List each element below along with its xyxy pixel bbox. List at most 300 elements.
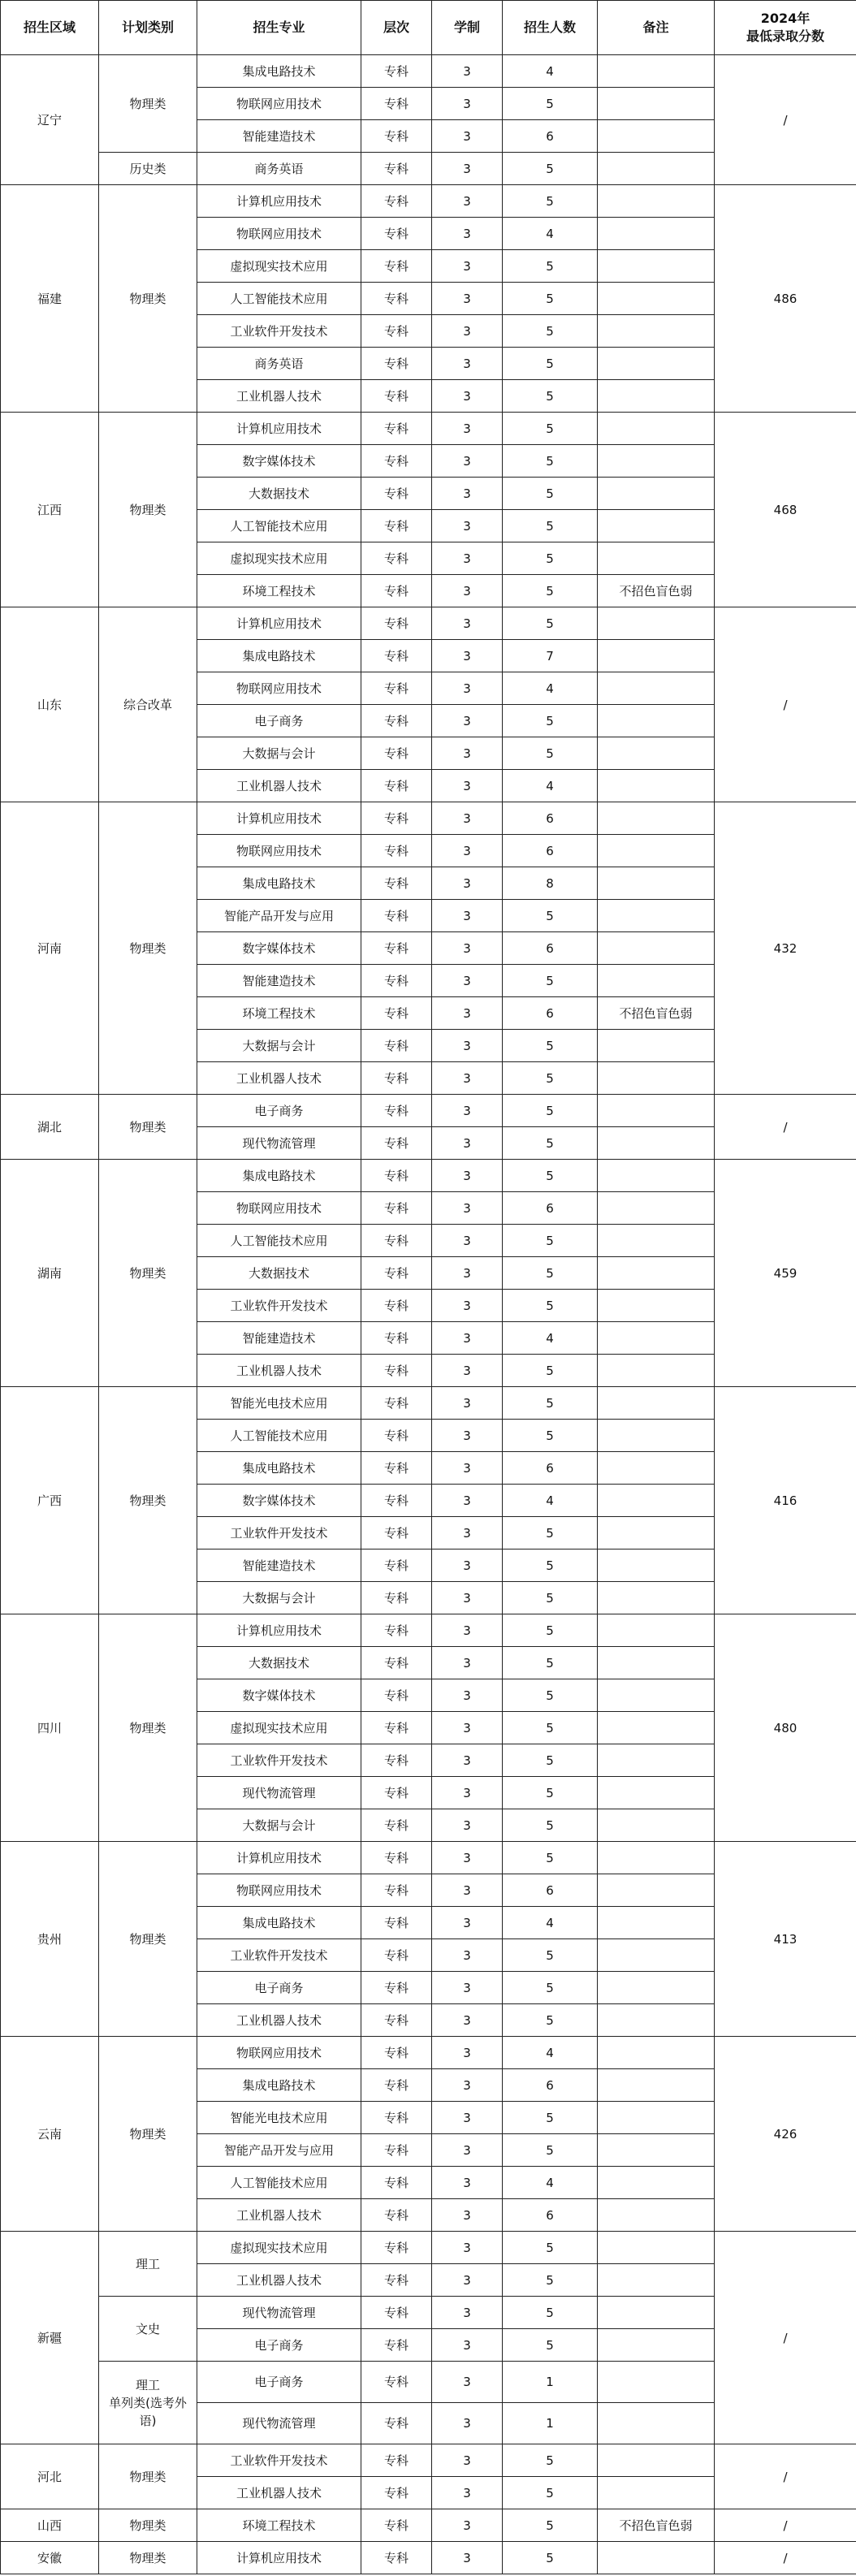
years-cell: 3 [432,478,503,510]
years-cell: 3 [432,2232,503,2264]
count-cell: 4 [503,1485,598,1517]
major-cell: 工业软件开发技术 [197,1744,361,1777]
level-cell: 专科 [361,348,432,380]
level-cell: 专科 [361,380,432,413]
years-cell: 3 [432,900,503,932]
level-cell: 专科 [361,932,432,965]
count-cell: 5 [503,1517,598,1549]
note-cell [598,1549,715,1582]
table-row [1,2037,856,2069]
years-cell: 3 [432,283,503,315]
category-cell: 物理类 [99,2509,197,2542]
years-cell: 3 [432,1679,503,1712]
count-cell: 6 [503,1874,598,1907]
region-cell: 四川 [1,1614,99,1842]
major-cell: 虚拟现实技术应用 [197,542,361,575]
count-cell: 6 [503,932,598,965]
major-cell: 商务英语 [197,348,361,380]
level-cell: 专科 [361,1095,432,1127]
table-row [1,2444,856,2477]
count-cell: 5 [503,153,598,185]
level-cell: 专科 [361,120,432,153]
years-cell: 3 [432,1939,503,1972]
table-row [1,1095,856,1127]
years-cell: 3 [432,2403,503,2444]
header-count: 招生人数 [503,1,598,55]
level-cell: 专科 [361,2134,432,2167]
note-cell [598,1225,715,1257]
count-cell: 5 [503,510,598,542]
years-cell: 3 [432,2297,503,2329]
count-cell: 6 [503,835,598,867]
level-cell: 专科 [361,2069,432,2102]
years-cell: 3 [432,1972,503,2004]
level-cell: 专科 [361,705,432,737]
note-cell [598,1939,715,1972]
major-cell: 集成电路技术 [197,55,361,88]
level-cell: 专科 [361,1062,432,1095]
category-cell: 物理类 [99,2542,197,2574]
count-cell: 5 [503,2542,598,2574]
note-cell [598,153,715,185]
level-cell: 专科 [361,413,432,445]
major-cell: 物联网应用技术 [197,1874,361,1907]
count-cell: 5 [503,900,598,932]
years-cell: 3 [432,1030,503,1062]
years-cell: 3 [432,1420,503,1452]
note-cell [598,348,715,380]
level-cell: 专科 [361,2477,432,2509]
note-cell [598,2004,715,2037]
note-cell [598,1290,715,1322]
count-cell: 6 [503,1192,598,1225]
years-cell: 3 [432,2134,503,2167]
major-cell: 集成电路技术 [197,2069,361,2102]
level-cell: 专科 [361,1647,432,1679]
level-cell: 专科 [361,1485,432,1517]
level-cell: 专科 [361,2542,432,2574]
major-cell: 集成电路技术 [197,1160,361,1192]
region-cell: 河南 [1,802,99,1095]
note-cell [598,2264,715,2297]
years-cell: 3 [432,835,503,867]
region-cell: 新疆 [1,2232,99,2444]
note-cell [598,1712,715,1744]
category-cell: 物理类 [99,55,197,153]
level-cell: 专科 [361,835,432,867]
note-cell [598,2403,715,2444]
years-cell: 3 [432,1517,503,1549]
level-cell: 专科 [361,283,432,315]
major-cell: 电子商务 [197,1972,361,2004]
note-cell [598,120,715,153]
count-cell: 6 [503,1452,598,1485]
count-cell: 5 [503,1062,598,1095]
count-cell: 5 [503,1420,598,1452]
level-cell: 专科 [361,1355,432,1387]
years-cell: 3 [432,413,503,445]
count-cell: 4 [503,2037,598,2069]
note-cell [598,1030,715,1062]
years-cell: 3 [432,445,503,478]
years-cell: 3 [432,607,503,640]
major-cell: 环境工程技术 [197,2509,361,2542]
region-cell: 广西 [1,1387,99,1614]
level-cell: 专科 [361,1549,432,1582]
major-cell: 现代物流管理 [197,2403,361,2444]
min-score-cell: 432 [715,802,856,1095]
major-cell: 智能产品开发与应用 [197,2134,361,2167]
years-cell: 3 [432,1485,503,1517]
major-cell: 工业软件开发技术 [197,315,361,348]
note-cell [598,250,715,283]
count-cell: 4 [503,55,598,88]
note-cell [598,705,715,737]
major-cell: 数字媒体技术 [197,445,361,478]
level-cell: 专科 [361,1744,432,1777]
level-cell: 专科 [361,1842,432,1874]
years-cell: 3 [432,867,503,900]
table-row [1,1842,856,1874]
level-cell: 专科 [361,445,432,478]
count-cell: 5 [503,2329,598,2362]
count-cell: 5 [503,1647,598,1679]
table-row [1,1160,856,1192]
level-cell: 专科 [361,1257,432,1290]
category-cell: 物理类 [99,2037,197,2232]
years-cell: 3 [432,770,503,802]
level-cell: 专科 [361,2037,432,2069]
note-cell [598,380,715,413]
level-cell: 专科 [361,1777,432,1809]
region-cell: 辽宁 [1,55,99,185]
count-cell: 5 [503,2232,598,2264]
note-cell [598,2297,715,2329]
major-cell: 智能建造技术 [197,120,361,153]
table-header [1,1,856,55]
level-cell: 专科 [361,478,432,510]
min-score-cell: / [715,2509,856,2542]
level-cell: 专科 [361,218,432,250]
count-cell: 5 [503,1582,598,1614]
count-cell: 5 [503,1809,598,1842]
table-row [1,185,856,218]
years-cell: 3 [432,2004,503,2037]
header-level: 层次 [361,1,432,55]
count-cell: 5 [503,1160,598,1192]
years-cell: 3 [432,1712,503,1744]
count-cell: 5 [503,1614,598,1647]
count-cell: 5 [503,445,598,478]
category-cell: 物理类 [99,1387,197,1614]
level-cell: 专科 [361,1809,432,1842]
major-cell: 人工智能技术应用 [197,1225,361,1257]
level-cell: 专科 [361,2403,432,2444]
level-cell: 专科 [361,1907,432,1939]
major-cell: 物联网应用技术 [197,1192,361,1225]
level-cell: 专科 [361,2199,432,2232]
years-cell: 3 [432,2477,503,2509]
count-cell: 4 [503,770,598,802]
category-cell: 物理类 [99,1160,197,1387]
note-cell [598,55,715,88]
level-cell: 专科 [361,1127,432,1160]
major-cell: 集成电路技术 [197,1907,361,1939]
note-cell [598,542,715,575]
years-cell: 3 [432,1907,503,1939]
count-cell: 5 [503,1744,598,1777]
years-cell: 3 [432,1809,503,1842]
count-cell: 5 [503,1355,598,1387]
count-cell: 4 [503,1322,598,1355]
years-cell: 3 [432,2167,503,2199]
header-years: 学制 [432,1,503,55]
count-cell: 5 [503,1549,598,1582]
major-cell: 电子商务 [197,2362,361,2403]
level-cell: 专科 [361,802,432,835]
major-cell: 数字媒体技术 [197,1485,361,1517]
years-cell: 3 [432,510,503,542]
years-cell: 3 [432,348,503,380]
major-cell: 智能光电技术应用 [197,1387,361,1420]
major-cell: 工业机器人技术 [197,2264,361,2297]
region-cell: 湖北 [1,1095,99,1160]
table-row [1,55,856,88]
major-cell: 虚拟现实技术应用 [197,2232,361,2264]
level-cell: 专科 [361,1874,432,1907]
count-cell: 5 [503,1225,598,1257]
level-cell: 专科 [361,2297,432,2329]
note-cell [598,315,715,348]
years-cell: 3 [432,802,503,835]
major-cell: 工业机器人技术 [197,2199,361,2232]
count-cell: 5 [503,413,598,445]
major-cell: 集成电路技术 [197,640,361,672]
category-cell: 物理类 [99,413,197,607]
major-cell: 大数据与会计 [197,1809,361,1842]
major-cell: 现代物流管理 [197,2297,361,2329]
years-cell: 3 [432,2199,503,2232]
major-cell: 智能建造技术 [197,1549,361,1582]
years-cell: 3 [432,1355,503,1387]
level-cell: 专科 [361,510,432,542]
count-cell: 5 [503,1842,598,1874]
major-cell: 计算机应用技术 [197,1842,361,1874]
years-cell: 3 [432,1647,503,1679]
note-cell: 不招色盲色弱 [598,997,715,1030]
note-cell [598,1485,715,1517]
years-cell: 3 [432,1192,503,1225]
level-cell: 专科 [361,965,432,997]
note-cell [598,1744,715,1777]
count-cell: 7 [503,640,598,672]
major-cell: 人工智能技术应用 [197,1420,361,1452]
table-row [1,1614,856,1647]
count-cell: 5 [503,1939,598,1972]
count-cell: 5 [503,1712,598,1744]
note-cell [598,1582,715,1614]
years-cell: 3 [432,380,503,413]
major-cell: 计算机应用技术 [197,1614,361,1647]
major-cell: 人工智能技术应用 [197,2167,361,2199]
major-cell: 人工智能技术应用 [197,283,361,315]
years-cell: 3 [432,1127,503,1160]
region-cell: 江西 [1,413,99,607]
region-cell: 山西 [1,2509,99,2542]
category-cell: 物理类 [99,2444,197,2509]
count-cell: 5 [503,2444,598,2477]
years-cell: 3 [432,1842,503,1874]
note-cell [598,1062,715,1095]
region-cell: 山东 [1,607,99,802]
level-cell: 专科 [361,2264,432,2297]
count-cell: 5 [503,2004,598,2037]
note-cell [598,965,715,997]
major-cell: 大数据与会计 [197,1582,361,1614]
years-cell: 3 [432,1452,503,1485]
header-category: 计划类别 [99,1,197,55]
count-cell: 5 [503,2509,598,2542]
note-cell [598,1160,715,1192]
level-cell: 专科 [361,2004,432,2037]
years-cell: 3 [432,185,503,218]
years-cell: 3 [432,575,503,607]
note-cell [598,867,715,900]
major-cell: 物联网应用技术 [197,88,361,120]
major-cell: 商务英语 [197,153,361,185]
note-cell [598,1517,715,1549]
note-cell [598,2232,715,2264]
category-cell: 理工 单列类(选考外语) [99,2362,197,2444]
category-cell: 文史 [99,2297,197,2362]
major-cell: 大数据技术 [197,1257,361,1290]
major-cell: 大数据技术 [197,1647,361,1679]
note-cell [598,672,715,705]
min-score-cell: 413 [715,1842,856,2037]
level-cell: 专科 [361,1679,432,1712]
count-cell: 6 [503,120,598,153]
table-body [1,55,856,2574]
major-cell: 物联网应用技术 [197,218,361,250]
years-cell: 3 [432,932,503,965]
major-cell: 智能光电技术应用 [197,2102,361,2134]
years-cell: 3 [432,88,503,120]
note-cell [598,1842,715,1874]
years-cell: 3 [432,1387,503,1420]
note-cell [598,1355,715,1387]
level-cell: 专科 [361,1192,432,1225]
major-cell: 工业机器人技术 [197,2004,361,2037]
table-row [1,2232,856,2264]
note-cell [598,1322,715,1355]
count-cell: 5 [503,1777,598,1809]
major-cell: 物联网应用技术 [197,835,361,867]
note-cell [598,2542,715,2574]
count-cell: 5 [503,283,598,315]
count-cell: 6 [503,2069,598,2102]
level-cell: 专科 [361,2167,432,2199]
years-cell: 3 [432,315,503,348]
category-cell: 历史类 [99,153,197,185]
min-score-cell: / [715,55,856,185]
major-cell: 计算机应用技术 [197,802,361,835]
table-row [1,2509,856,2542]
table-row [1,1387,856,1420]
years-cell: 3 [432,1257,503,1290]
note-cell [598,2444,715,2477]
min-score-cell: / [715,607,856,802]
major-cell: 工业软件开发技术 [197,1517,361,1549]
note-cell [598,2134,715,2167]
count-cell: 5 [503,1679,598,1712]
note-cell [598,1614,715,1647]
header-min-score: 2024年 最低录取分数 [715,1,856,55]
major-cell: 工业软件开发技术 [197,1939,361,1972]
note-cell [598,1972,715,2004]
count-cell: 5 [503,542,598,575]
note-cell [598,1387,715,1420]
level-cell: 专科 [361,315,432,348]
note-cell [598,2102,715,2134]
years-cell: 3 [432,997,503,1030]
major-cell: 数字媒体技术 [197,932,361,965]
major-cell: 智能建造技术 [197,965,361,997]
level-cell: 专科 [361,770,432,802]
note-cell [598,218,715,250]
count-cell: 8 [503,867,598,900]
level-cell: 专科 [361,2509,432,2542]
count-cell: 5 [503,705,598,737]
table-row [1,802,856,835]
years-cell: 3 [432,542,503,575]
years-cell: 3 [432,153,503,185]
note-cell: 不招色盲色弱 [598,2509,715,2542]
count-cell: 5 [503,607,598,640]
years-cell: 3 [432,218,503,250]
count-cell: 5 [503,2297,598,2329]
min-score-cell: / [715,1095,856,1160]
note-cell [598,932,715,965]
note-cell [598,1679,715,1712]
count-cell: 5 [503,1257,598,1290]
major-cell: 电子商务 [197,705,361,737]
count-cell: 5 [503,1095,598,1127]
min-score-cell: / [715,2232,856,2444]
table-row [1,2542,856,2574]
note-cell [598,2199,715,2232]
level-cell: 专科 [361,1160,432,1192]
level-cell: 专科 [361,2444,432,2477]
note-cell [598,640,715,672]
min-score-cell: 486 [715,185,856,413]
level-cell: 专科 [361,2329,432,2362]
count-cell: 4 [503,1907,598,1939]
years-cell: 3 [432,250,503,283]
count-cell: 5 [503,348,598,380]
region-cell: 云南 [1,2037,99,2232]
level-cell: 专科 [361,1517,432,1549]
count-cell: 6 [503,997,598,1030]
category-cell: 物理类 [99,802,197,1095]
major-cell: 虚拟现实技术应用 [197,1712,361,1744]
note-cell [598,413,715,445]
years-cell: 3 [432,1160,503,1192]
level-cell: 专科 [361,575,432,607]
level-cell: 专科 [361,1939,432,1972]
count-cell: 4 [503,672,598,705]
note-cell [598,835,715,867]
level-cell: 专科 [361,1225,432,1257]
